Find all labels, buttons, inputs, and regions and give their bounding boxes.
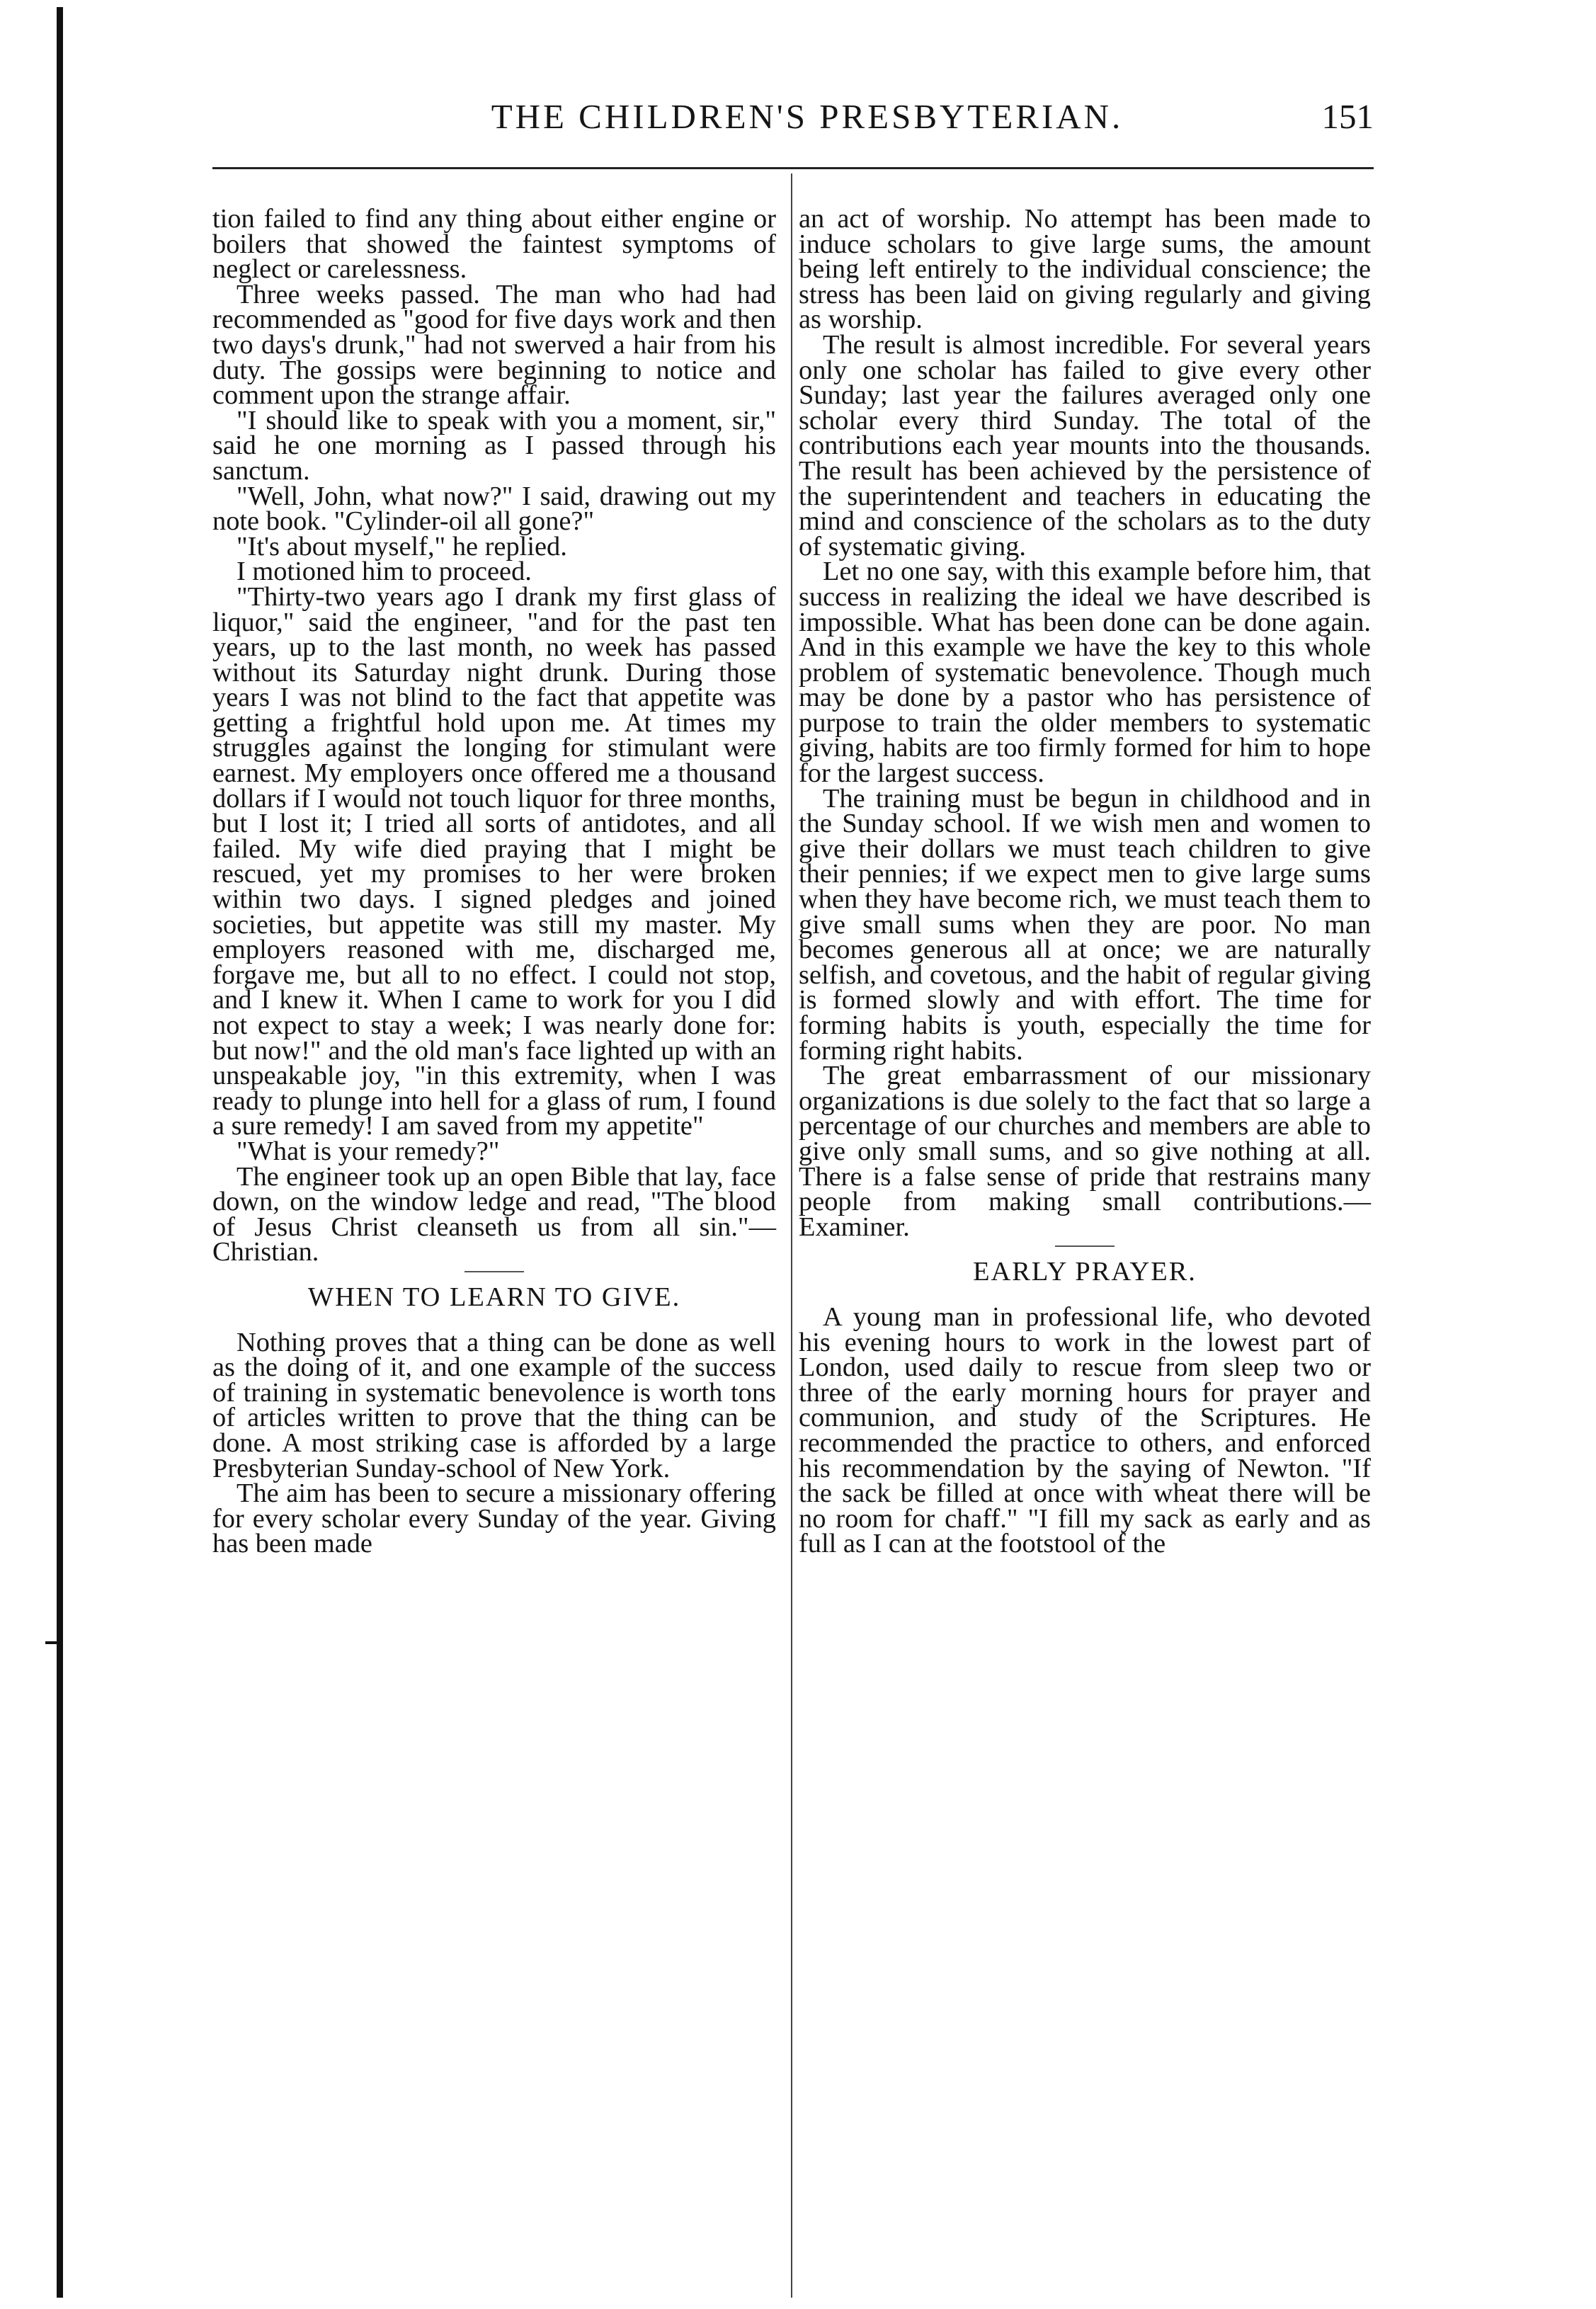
right-column: [799, 204, 1371, 1559]
header-rule: [212, 167, 1374, 169]
story-paragraph: The engineer took up an open Bible that lay, face down, on the window ledge and read, "The blood of Jesus Christ cleanseth us from all sin."—Christian.: [212, 1161, 776, 1267]
story-paragraph: I motioned him to proceed.: [236, 557, 532, 587]
section-paragraph: The training must be begun in childhood and in the Sunday school. If we wish men and women to give their dollars we must teach children to give their pennies; if we expect men to give large sums when they have become rich, we must teach them to give small sums when they are poor. No man becomes generous all at once; we are naturally selfish, and covetous, and the habit of regular giving is formed slowly and with effort. The time for forming habits is youth, especially the time for forming right habits.: [799, 783, 1371, 1066]
publication-title: THE CHILDREN'S PRESBYTERIAN.: [491, 97, 1124, 136]
prayer-paragraph: A young man in professional life, who devoted his evening hours to work in the lowest part of London, used daily to rescue from sleep two or three of the early morning hours for prayer and communion, and study of the Scriptures. He recommended the practice to others, and enforced his recommendation by the saying of Newton. "If the sack be filled at once with wheat there will be no room for chaff." "I fill my sack as early and as full as I can at the footstool of the: [799, 1301, 1371, 1559]
column-divider: [791, 173, 792, 2298]
page-number: 151: [1321, 97, 1374, 136]
story-paragraph: "It's about myself," he replied.: [236, 531, 567, 561]
page-edge-rule: [57, 7, 63, 2298]
section-heading-early-prayer: EARLY PRAYER.: [973, 1257, 1197, 1287]
page-header: [212, 96, 1374, 153]
story-paragraph: tion failed to find any thing about either engine or boilers that showed the faintest symptoms of neglect or carelessness.: [212, 204, 776, 285]
story-paragraph: "I should like to speak with you a moment, sir," said he one morning as I passed through his sanctum.: [212, 405, 776, 486]
story-paragraph: "Thirty-two years ago I drank my first glass of liquor," said the engineer, "and for the past ten years, up to the last month, no week has passed without its Saturday night drunk. During those years I was not blind to the fact that appetite was getting a frightful hold upon me. At times my struggles against the longing for stimulant were earnest. My employers once offered me a thousand dollars if I would not touch liquor for three months, but I lost it; I tried all sorts of antidotes, and all failed. My wife died praying that I might be rescued, yet my promises to her were broken within two days. I signed pledges and joined societies, but appetite was still my master. My employers reasoned with me, discharged me, forgave me, but all to no effect. I could not stop, and I knew it. When I came to work for you I did not expect to stay a week; I was nearly done for: but now!" and the old man's face lighted up with an unspeakable joy, "in this extremity, when I was ready to plunge into hell for a glass of rum, I found a sure remedy! I am saved from my appetite": [212, 581, 776, 1141]
section-paragraph: The aim has been to secure a missionary offering for every scholar every Sunday of the year. Giving has been made: [212, 1478, 776, 1559]
section-paragraph: Let no one say, with this example before him, that success in realizing the ideal we have described is impossible. What has been done can be done again. And in this example we have the key to this whole problem of systematic benevolence. Though much may be done by a pastor who has persistence of purpose to train the older members to systematic giving, habits are too firmly formed for him to hope for the largest success.: [799, 557, 1371, 789]
story-paragraph: "What is your remedy?": [236, 1136, 500, 1166]
section-paragraph: The result is almost incredible. For several years only one scholar has failed to give every other Sunday; last year the failures averaged only one scholar every third Sunday. The total of the contributions each year mounts into the thousands. The result has been achieved by the persistence of the superintendent and teachers in educating the mind and conscience of the scholars as to the duty of systematic giving.: [799, 329, 1371, 561]
section-heading-when-to-learn: WHEN TO LEARN TO GIVE.: [307, 1282, 681, 1312]
section-paragraph: an act of worship. No attempt has been made to induce scholars to give large sums, the amount being left entirely to the individual conscience; the stress has been laid on giving regularly and giving as worship.: [799, 204, 1371, 335]
story-paragraph: "Well, John, what now?" I said, drawing out my note book. "Cylinder-oil all gone?": [212, 481, 776, 537]
page-edge-tick: [45, 1641, 57, 1644]
section-divider: [1055, 1245, 1115, 1247]
left-column: [212, 204, 776, 1559]
story-paragraph: Three weeks passed. The man who had had recommended as "good for five days work and then two days's drunk," had not swerved a hair from his duty. The gossips were beginning to notice and comment upon the strange affair.: [212, 279, 776, 411]
section-paragraph: The great embarrassment of our missionary organizations is due solely to the fact that so large a percentage of our churches and members are able to give only small sums, and so give nothing at all. There is a false sense of pride that restrains many people from making small contributions.—Examiner.: [799, 1061, 1371, 1242]
section-paragraph: Nothing proves that a thing can be done as well as the doing of it, and one example of the success of training in systematic benevolence is worth tons of articles written to prove that the thing can be done. A most striking case is afforded by a large Presbyterian Sunday-school of New York.: [212, 1327, 776, 1483]
section-divider: [464, 1271, 524, 1272]
